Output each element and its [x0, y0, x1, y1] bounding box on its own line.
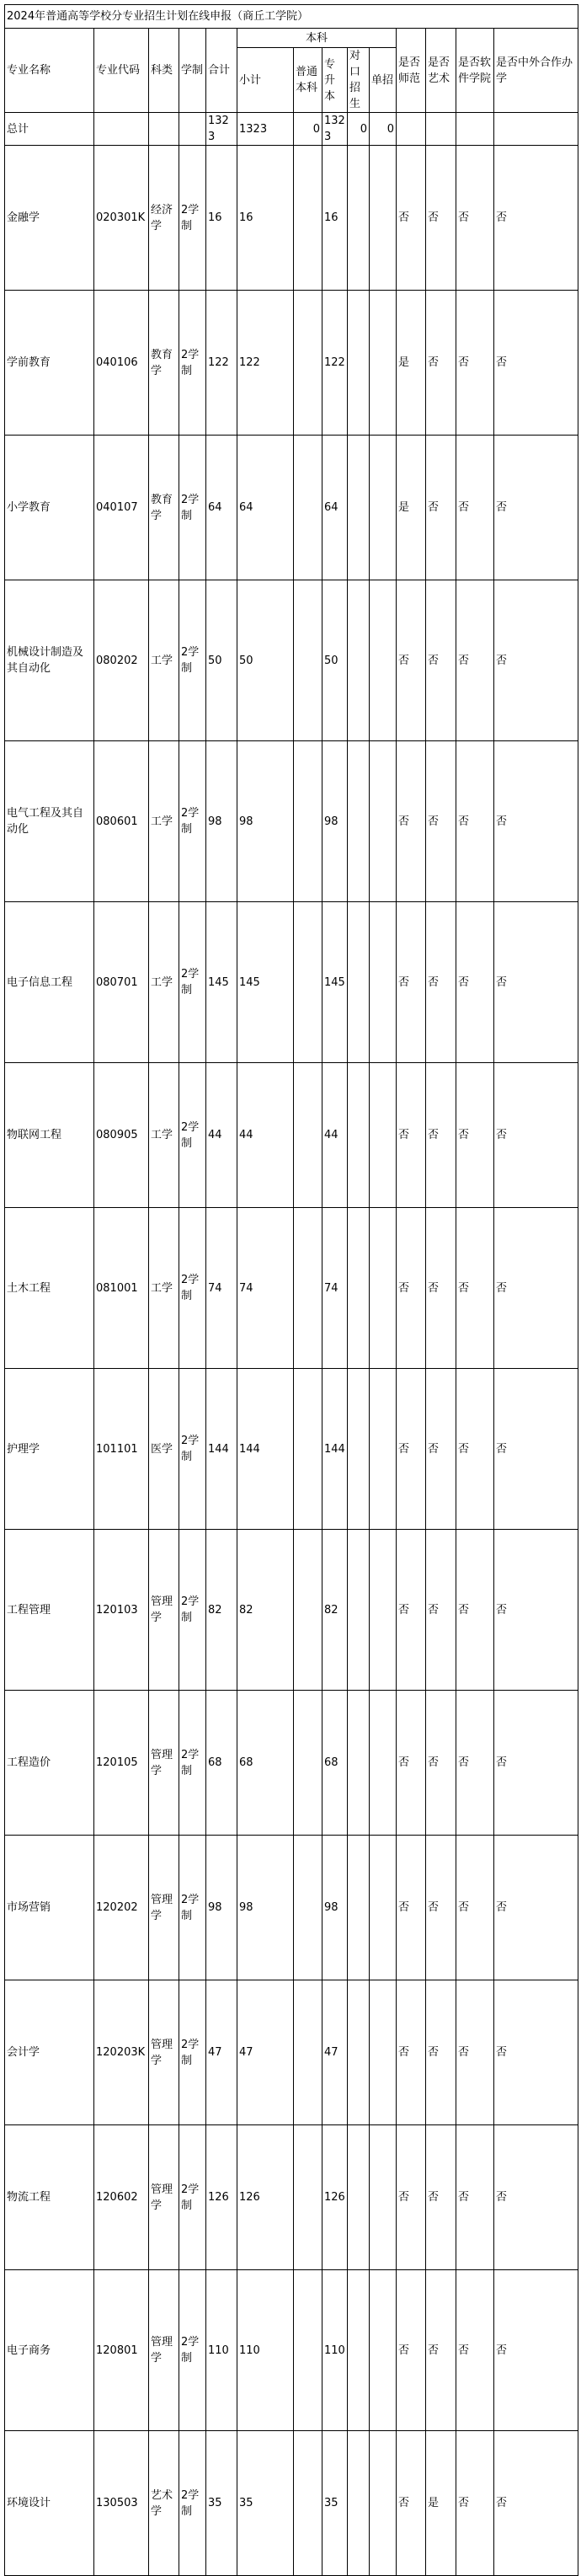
art-cell: 否 — [426, 1369, 456, 1530]
major-code-cell: 080601 — [94, 741, 149, 902]
counterpart-cell — [348, 1691, 370, 1836]
table-row — [5, 1063, 578, 1208]
major-name-cell: 物联网工程 — [5, 1063, 94, 1208]
counterpart-cell — [348, 2270, 370, 2431]
coop-cell: 否 — [494, 146, 578, 291]
duration-cell: 2学制 — [179, 2125, 206, 2270]
subtotal-cell: 110 — [237, 2270, 294, 2431]
counterpart-cell — [348, 1063, 370, 1208]
art-cell: 否 — [426, 1836, 456, 1980]
major-name-cell: 金融学 — [5, 146, 94, 291]
table-row — [5, 2431, 578, 2576]
subtotal-cell: 98 — [237, 1836, 294, 1980]
software-cell: 否 — [456, 2431, 494, 2576]
regular-cell — [294, 1530, 322, 1691]
upgrade-cell: 98 — [322, 1836, 348, 1980]
header-software: 是否软件学院 — [456, 29, 494, 113]
counterpart-cell — [348, 741, 370, 902]
regular-cell — [294, 1980, 322, 2125]
upgrade-cell: 122 — [322, 291, 348, 436]
teacher-cell: 否 — [397, 741, 426, 902]
subtotal-cell: 122 — [237, 291, 294, 436]
category-cell: 管理学 — [149, 1691, 179, 1836]
total-sum: 1323 — [206, 113, 237, 146]
total-cell: 122 — [206, 291, 237, 436]
counterpart-cell — [348, 436, 370, 580]
software-cell: 否 — [456, 741, 494, 902]
coop-cell: 否 — [494, 2125, 578, 2270]
single-cell — [370, 741, 397, 902]
table-row — [5, 741, 578, 902]
major-name-cell: 电子信息工程 — [5, 902, 94, 1063]
subtotal-cell: 126 — [237, 2125, 294, 2270]
coop-cell: 否 — [494, 291, 578, 436]
art-cell: 是 — [426, 2431, 456, 2576]
teacher-cell: 否 — [397, 1836, 426, 1980]
header-benke: 本科 — [237, 29, 397, 48]
coop-cell: 否 — [494, 1691, 578, 1836]
coop-cell: 否 — [494, 1369, 578, 1530]
counterpart-cell — [348, 1980, 370, 2125]
software-cell: 否 — [456, 1836, 494, 1980]
total-cell — [149, 113, 179, 146]
total-cell: 44 — [206, 1063, 237, 1208]
total-cell: 35 — [206, 2431, 237, 2576]
upgrade-cell: 126 — [322, 2125, 348, 2270]
enrollment-plan-table — [4, 4, 578, 2576]
counterpart-cell — [348, 2431, 370, 2576]
duration-cell: 2学制 — [179, 146, 206, 291]
single-cell — [370, 1369, 397, 1530]
header-teacher: 是否师范 — [397, 29, 426, 113]
major-code-cell: 040106 — [94, 291, 149, 436]
regular-cell — [294, 741, 322, 902]
total-cell: 126 — [206, 2125, 237, 2270]
subtotal-cell: 47 — [237, 1980, 294, 2125]
single-cell — [370, 146, 397, 291]
regular-cell — [294, 291, 322, 436]
total-upgrade: 1323 — [322, 113, 348, 146]
art-cell: 否 — [426, 580, 456, 741]
teacher-cell: 否 — [397, 1530, 426, 1691]
subtotal-cell: 145 — [237, 902, 294, 1063]
single-cell — [370, 1208, 397, 1369]
coop-cell: 否 — [494, 580, 578, 741]
major-name-cell: 机械设计制造及其自动化 — [5, 580, 94, 741]
table-row — [5, 291, 578, 436]
duration-cell: 2学制 — [179, 580, 206, 741]
duration-cell: 2学制 — [179, 291, 206, 436]
total-cell — [426, 113, 456, 146]
total-cell — [397, 113, 426, 146]
total-cell: 145 — [206, 902, 237, 1063]
total-cell: 74 — [206, 1208, 237, 1369]
duration-cell: 2学制 — [179, 1063, 206, 1208]
total-cell: 64 — [206, 436, 237, 580]
art-cell: 否 — [426, 1063, 456, 1208]
table-row — [5, 902, 578, 1063]
regular-cell — [294, 1208, 322, 1369]
software-cell: 否 — [456, 2270, 494, 2431]
category-cell: 管理学 — [149, 1836, 179, 1980]
upgrade-cell: 145 — [322, 902, 348, 1063]
header-total: 合计 — [206, 29, 237, 113]
regular-cell — [294, 1369, 322, 1530]
header-category: 科类 — [149, 29, 179, 113]
header-counterpart: 对口招生 — [348, 48, 370, 113]
major-name-cell: 土木工程 — [5, 1208, 94, 1369]
teacher-cell: 否 — [397, 146, 426, 291]
subtotal-cell: 98 — [237, 741, 294, 902]
duration-cell: 2学制 — [179, 1980, 206, 2125]
teacher-cell: 否 — [397, 1369, 426, 1530]
counterpart-cell — [348, 291, 370, 436]
single-cell — [370, 2270, 397, 2431]
total-counterpart: 0 — [348, 113, 370, 146]
software-cell: 否 — [456, 1980, 494, 2125]
art-cell: 否 — [426, 1691, 456, 1836]
category-cell: 艺术学 — [149, 2431, 179, 2576]
software-cell: 否 — [456, 291, 494, 436]
total-subtotal: 1323 — [237, 113, 294, 146]
header-duration: 学制 — [179, 29, 206, 113]
art-cell: 否 — [426, 436, 456, 580]
upgrade-cell: 74 — [322, 1208, 348, 1369]
upgrade-cell: 68 — [322, 1691, 348, 1836]
coop-cell: 否 — [494, 1836, 578, 1980]
category-cell: 管理学 — [149, 2270, 179, 2431]
header-upgrade: 专升本 — [322, 48, 348, 113]
duration-cell: 2学制 — [179, 436, 206, 580]
regular-cell — [294, 146, 322, 291]
total-single: 0 — [370, 113, 397, 146]
category-cell: 工学 — [149, 1208, 179, 1369]
major-code-cell: 120203K — [94, 1980, 149, 2125]
major-name-cell: 护理学 — [5, 1369, 94, 1530]
regular-cell — [294, 1836, 322, 1980]
art-cell: 否 — [426, 1208, 456, 1369]
header-regular: 普通本科 — [294, 48, 322, 113]
teacher-cell: 是 — [397, 436, 426, 580]
subtotal-cell: 64 — [237, 436, 294, 580]
subtotal-cell: 44 — [237, 1063, 294, 1208]
regular-cell — [294, 1691, 322, 1836]
major-code-cell: 080202 — [94, 580, 149, 741]
total-cell — [456, 113, 494, 146]
software-cell: 否 — [456, 1063, 494, 1208]
category-cell: 管理学 — [149, 1530, 179, 1691]
upgrade-cell: 16 — [322, 146, 348, 291]
major-name-cell: 电气工程及其自动化 — [5, 741, 94, 902]
table-row — [5, 146, 578, 291]
duration-cell: 2学制 — [179, 2431, 206, 2576]
coop-cell: 否 — [494, 2431, 578, 2576]
upgrade-cell: 35 — [322, 2431, 348, 2576]
major-name-cell: 物流工程 — [5, 2125, 94, 2270]
major-name-cell: 环境设计 — [5, 2431, 94, 2576]
duration-cell: 2学制 — [179, 1691, 206, 1836]
major-code-cell: 080905 — [94, 1063, 149, 1208]
teacher-cell: 否 — [397, 1691, 426, 1836]
table-row — [5, 1836, 578, 1980]
upgrade-cell: 82 — [322, 1530, 348, 1691]
counterpart-cell — [348, 1836, 370, 1980]
subtotal-cell: 50 — [237, 580, 294, 741]
coop-cell: 否 — [494, 741, 578, 902]
single-cell — [370, 1063, 397, 1208]
header-major-name: 专业名称 — [5, 29, 94, 113]
major-name-cell: 工程造价 — [5, 1691, 94, 1836]
art-cell: 否 — [426, 2125, 456, 2270]
total-cell — [179, 113, 206, 146]
table-row — [5, 2270, 578, 2431]
major-code-cell: 101101 — [94, 1369, 149, 1530]
duration-cell: 2学制 — [179, 1369, 206, 1530]
regular-cell — [294, 436, 322, 580]
software-cell: 否 — [456, 1691, 494, 1836]
coop-cell: 否 — [494, 1530, 578, 1691]
counterpart-cell — [348, 902, 370, 1063]
upgrade-cell: 110 — [322, 2270, 348, 2431]
coop-cell: 否 — [494, 2270, 578, 2431]
header-single: 单招 — [370, 48, 397, 113]
single-cell — [370, 1691, 397, 1836]
teacher-cell: 否 — [397, 580, 426, 741]
category-cell: 教育学 — [149, 291, 179, 436]
single-cell — [370, 436, 397, 580]
art-cell: 否 — [426, 146, 456, 291]
subtotal-cell: 35 — [237, 2431, 294, 2576]
total-regular: 0 — [294, 113, 322, 146]
software-cell: 否 — [456, 2125, 494, 2270]
category-cell: 管理学 — [149, 1980, 179, 2125]
coop-cell: 否 — [494, 902, 578, 1063]
regular-cell — [294, 2125, 322, 2270]
major-code-cell: 120602 — [94, 2125, 149, 2270]
coop-cell: 否 — [494, 436, 578, 580]
art-cell: 否 — [426, 291, 456, 436]
category-cell: 工学 — [149, 741, 179, 902]
art-cell: 否 — [426, 902, 456, 1063]
category-cell: 教育学 — [149, 436, 179, 580]
major-name-cell: 市场营销 — [5, 1836, 94, 1980]
total-cell: 68 — [206, 1691, 237, 1836]
table-row — [5, 580, 578, 741]
coop-cell: 否 — [494, 1980, 578, 2125]
regular-cell — [294, 2270, 322, 2431]
counterpart-cell — [348, 1369, 370, 1530]
category-cell: 工学 — [149, 1063, 179, 1208]
software-cell: 否 — [456, 902, 494, 1063]
art-cell: 否 — [426, 1530, 456, 1691]
total-cell: 98 — [206, 741, 237, 902]
upgrade-cell: 44 — [322, 1063, 348, 1208]
subtotal-cell: 82 — [237, 1530, 294, 1691]
table-row — [5, 1691, 578, 1836]
table-row — [5, 2125, 578, 2270]
art-cell: 否 — [426, 741, 456, 902]
software-cell: 否 — [456, 436, 494, 580]
total-cell: 16 — [206, 146, 237, 291]
total-label: 总计 — [5, 113, 94, 146]
upgrade-cell: 50 — [322, 580, 348, 741]
upgrade-cell: 47 — [322, 1980, 348, 2125]
table-row — [5, 1530, 578, 1691]
table-row — [5, 1369, 578, 1530]
total-cell — [94, 113, 149, 146]
major-code-cell: 120105 — [94, 1691, 149, 1836]
major-code-cell: 120801 — [94, 2270, 149, 2431]
software-cell: 否 — [456, 1208, 494, 1369]
teacher-cell: 否 — [397, 2270, 426, 2431]
total-cell: 110 — [206, 2270, 237, 2431]
teacher-cell: 否 — [397, 2431, 426, 2576]
subtotal-cell: 144 — [237, 1369, 294, 1530]
upgrade-cell: 98 — [322, 741, 348, 902]
major-code-cell: 120103 — [94, 1530, 149, 1691]
header-major-code: 专业代码 — [94, 29, 149, 113]
upgrade-cell: 64 — [322, 436, 348, 580]
duration-cell: 2学制 — [179, 902, 206, 1063]
total-cell — [494, 113, 578, 146]
teacher-cell: 否 — [397, 1980, 426, 2125]
major-code-cell: 130503 — [94, 2431, 149, 2576]
regular-cell — [294, 1063, 322, 1208]
regular-cell — [294, 2431, 322, 2576]
duration-cell: 2学制 — [179, 2270, 206, 2431]
single-cell — [370, 1980, 397, 2125]
software-cell: 否 — [456, 580, 494, 741]
major-name-cell: 小学教育 — [5, 436, 94, 580]
counterpart-cell — [348, 1530, 370, 1691]
duration-cell: 2学制 — [179, 741, 206, 902]
single-cell — [370, 1530, 397, 1691]
subtotal-cell: 74 — [237, 1208, 294, 1369]
single-cell — [370, 902, 397, 1063]
single-cell — [370, 291, 397, 436]
coop-cell: 否 — [494, 1063, 578, 1208]
teacher-cell: 否 — [397, 1208, 426, 1369]
major-code-cell: 040107 — [94, 436, 149, 580]
table-row — [5, 1980, 578, 2125]
total-cell: 47 — [206, 1980, 237, 2125]
duration-cell: 2学制 — [179, 1530, 206, 1691]
major-name-cell: 电子商务 — [5, 2270, 94, 2431]
duration-cell: 2学制 — [179, 1208, 206, 1369]
single-cell — [370, 2125, 397, 2270]
counterpart-cell — [348, 1208, 370, 1369]
subtotal-cell: 68 — [237, 1691, 294, 1836]
header-coop: 是否中外合作办学 — [494, 29, 578, 113]
art-cell: 否 — [426, 1980, 456, 2125]
total-cell: 98 — [206, 1836, 237, 1980]
counterpart-cell — [348, 2125, 370, 2270]
category-cell: 医学 — [149, 1369, 179, 1530]
regular-cell — [294, 580, 322, 741]
teacher-cell: 是 — [397, 291, 426, 436]
major-name-cell: 会计学 — [5, 1980, 94, 2125]
subtotal-cell: 16 — [237, 146, 294, 291]
software-cell: 否 — [456, 1369, 494, 1530]
category-cell: 经济学 — [149, 146, 179, 291]
counterpart-cell — [348, 580, 370, 741]
teacher-cell: 否 — [397, 902, 426, 1063]
total-cell: 50 — [206, 580, 237, 741]
single-cell — [370, 580, 397, 741]
software-cell: 否 — [456, 146, 494, 291]
table-row — [5, 1208, 578, 1369]
software-cell: 否 — [456, 1530, 494, 1691]
upgrade-cell: 144 — [322, 1369, 348, 1530]
regular-cell — [294, 902, 322, 1063]
table-row — [5, 436, 578, 580]
coop-cell: 否 — [494, 1208, 578, 1369]
total-cell: 82 — [206, 1530, 237, 1691]
major-code-cell: 020301K — [94, 146, 149, 291]
art-cell: 否 — [426, 2270, 456, 2431]
single-cell — [370, 1836, 397, 1980]
teacher-cell: 否 — [397, 1063, 426, 1208]
header-art: 是否艺术 — [426, 29, 456, 113]
category-cell: 管理学 — [149, 2125, 179, 2270]
major-code-cell: 080701 — [94, 902, 149, 1063]
single-cell — [370, 2431, 397, 2576]
teacher-cell: 否 — [397, 2125, 426, 2270]
counterpart-cell — [348, 146, 370, 291]
major-code-cell: 081001 — [94, 1208, 149, 1369]
duration-cell: 2学制 — [179, 1836, 206, 1980]
category-cell: 工学 — [149, 580, 179, 741]
major-code-cell: 120202 — [94, 1836, 149, 1980]
major-name-cell: 工程管理 — [5, 1530, 94, 1691]
category-cell: 工学 — [149, 902, 179, 1063]
header-subtotal: 小计 — [237, 48, 294, 113]
major-name-cell: 学前教育 — [5, 291, 94, 436]
table-title: 2024年普通高等学校分专业招生计划在线申报（商丘工学院） — [5, 5, 578, 29]
total-cell: 144 — [206, 1369, 237, 1530]
